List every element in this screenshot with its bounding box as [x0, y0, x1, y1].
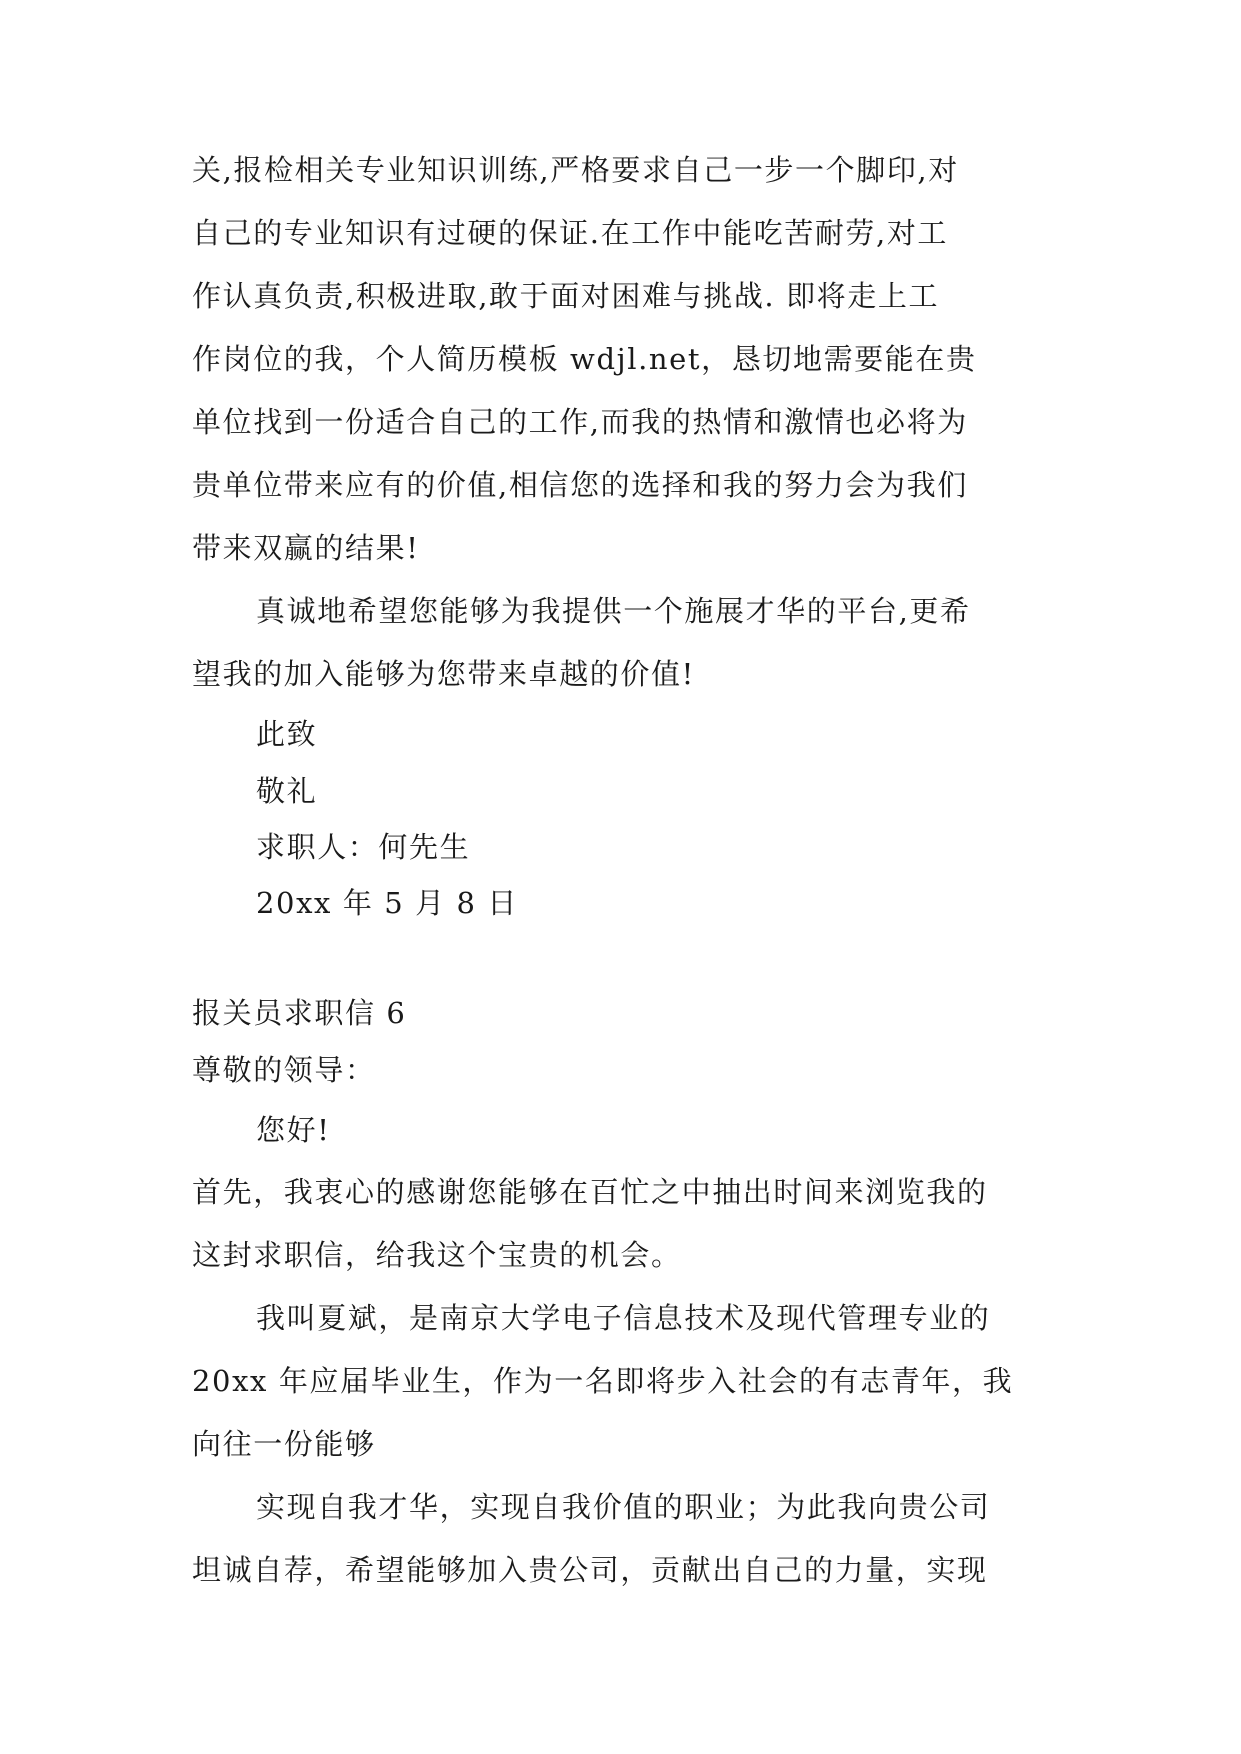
goal-paragraph-line: 坦诚自荐，希望能够加入贵公司，贡献出自己的力量，实现: [192, 1553, 988, 1587]
letter-date: 20xx 年 5 月 8 日: [256, 886, 519, 920]
section-title: 报关员求职信 6: [192, 996, 407, 1030]
goal-paragraph-line: 实现自我才华，实现自我价值的职业；为此我向贵公司: [256, 1490, 991, 1524]
closing-paragraph-line: 真诚地希望您能够为我提供一个施展才华的平台,更希: [256, 594, 971, 628]
body-text-line: 贵单位带来应有的价值,相信您的选择和我的努力会为我们: [192, 468, 968, 502]
body-text-line: 带来双赢的结果!: [192, 531, 420, 565]
body-text-line: 自己的专业知识有过硬的保证.在工作中能吃苦耐劳,对工: [192, 216, 949, 250]
intro-paragraph-line: 20xx 年应届毕业生，作为一名即将步入社会的有志青年，我: [192, 1364, 1014, 1398]
salutation-close: 此致: [256, 717, 318, 751]
closing-paragraph-line: 望我的加入能够为您带来卓越的价值!: [192, 657, 695, 691]
greeting: 尊敬的领导：: [192, 1053, 376, 1087]
body-text-line: 关,报检相关专业知识训练,严格要求自己一步一个脚印,对: [192, 153, 959, 187]
body-text-line: 单位找到一份适合自己的工作,而我的热情和激情也必将为: [192, 405, 968, 439]
hello: 您好!: [256, 1113, 331, 1147]
regards: 敬礼: [256, 774, 318, 808]
intro-paragraph-line: 我叫夏斌，是南京大学电子信息技术及现代管理专业的: [256, 1301, 991, 1335]
signature: 求职人：何先生: [256, 830, 471, 864]
thanks-paragraph-line: 这封求职信，给我这个宝贵的机会。: [192, 1238, 682, 1272]
intro-paragraph-line: 向往一份能够: [192, 1427, 376, 1461]
body-text-line: 作岗位的我，个人简历模板 wdjl.net，恳切地需要能在贵: [192, 342, 977, 376]
thanks-paragraph-line: 首先，我衷心的感谢您能够在百忙之中抽出时间来浏览我的: [192, 1175, 988, 1209]
body-text-line: 作认真负责,积极进取,敢于面对困难与挑战. 即将走上工: [192, 279, 940, 313]
